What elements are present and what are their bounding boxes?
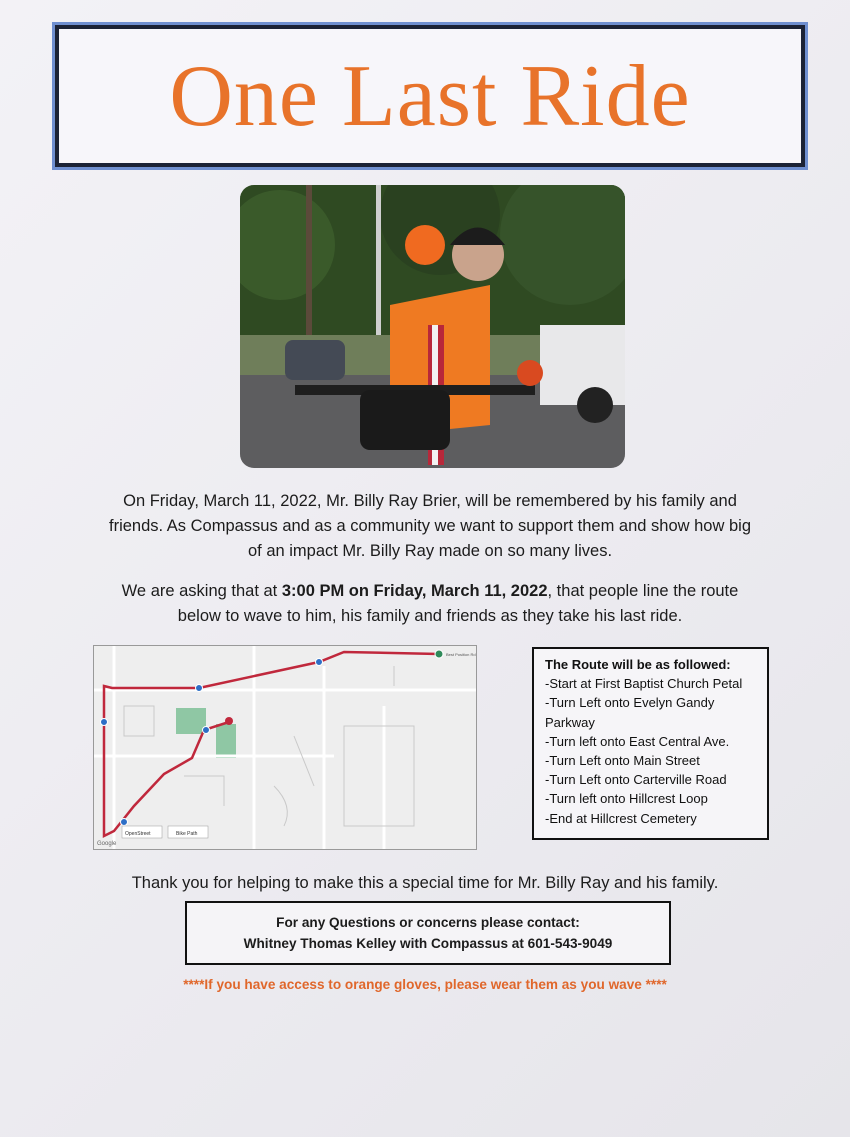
request-date: Friday, March 11, 2022 [373, 582, 548, 600]
route-step: -Turn left onto East Central Ave. [545, 733, 730, 749]
gloves-note: ****If you have access to orange gloves, please wear them as you wave **** [183, 977, 667, 992]
map-control-right: Bike Path [176, 831, 198, 837]
request-lead: We are asking that at [121, 582, 282, 600]
flyer-title: One Last Ride [169, 47, 691, 145]
map-control-left: OpenStreet [125, 831, 151, 837]
route-step: -Turn left onto Hillcrest Loop [545, 791, 708, 807]
map-brand: Google [97, 841, 117, 847]
route-step: -Start at First Baptist Church Petal [545, 676, 743, 692]
route-directions [532, 647, 769, 840]
request-paragraph [100, 579, 760, 629]
intro-paragraph: On Friday, March 11, 2022, Mr. Billy Ray Brier, will be remembered by his family and friends. As Compassus and as a community we want to support them and show how big of an impact Mr. Billy Ray made on so many lives. [109, 492, 751, 560]
request-tail: , that people line the route below to wave to him, his family and friends as they take his last ride. [177, 582, 739, 625]
rider-photo [240, 185, 625, 468]
route-heading: The Route will be as followed: [545, 657, 731, 672]
route-map [93, 645, 477, 850]
thanks-line: Thank you for helping to make this a special time for Mr. Billy Ray and his family. [131, 874, 719, 892]
request-time: 3:00 PM [281, 582, 345, 600]
route-step: -Turn Left onto Carterville Road [545, 772, 727, 788]
route-step: -End at Hillcrest Cemetery [545, 810, 697, 826]
map-top-label: Best Position Rd [446, 652, 476, 657]
request-on: on [344, 582, 374, 600]
route-step: -Turn Left onto Evelyn Gandy Parkway [545, 695, 715, 730]
title-banner [55, 25, 805, 167]
route-step: -Turn Left onto Main Street [545, 753, 700, 769]
contact-box [185, 901, 671, 965]
contact-line-1: For any Questions or concerns please contact: [276, 915, 580, 930]
contact-line-2: Whitney Thomas Kelley with Compassus at 601-543-9049 [243, 936, 613, 951]
